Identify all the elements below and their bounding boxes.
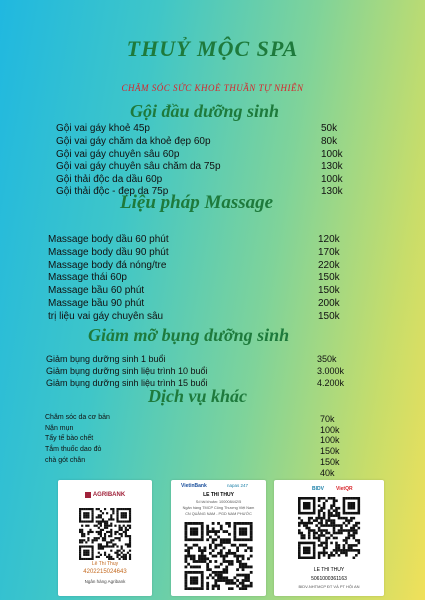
- bidv-logo-icon: BIDV: [312, 486, 324, 492]
- item-price: 120k: [318, 234, 340, 245]
- item-price: 70k: [320, 414, 335, 424]
- account-name: LE THI THUY: [313, 567, 345, 573]
- item-name: Giảm bụng dưỡng sinh liệu trình 10 buổi: [46, 366, 208, 376]
- payment-card-vietinbank: [171, 480, 266, 596]
- item-price: 3.000k: [317, 366, 345, 376]
- qr-code-bidv[interactable]: [294, 497, 364, 559]
- agribank-logo-icon: [85, 492, 91, 498]
- item-price: 220k: [318, 260, 340, 271]
- item-price: 170k: [318, 247, 340, 258]
- item-price: 100k: [321, 174, 343, 185]
- section-heading: Giảm mỡ bụng dưỡng sinh: [88, 325, 290, 345]
- item-name: Giảm bụng dưỡng sinh liệu trình 15 buổi: [46, 378, 208, 388]
- payment-card-agribank: [58, 480, 152, 596]
- page-subtitle: CHĂM SÓC SỨC KHOẺ THUẦN TỰ NHIÊN: [121, 83, 304, 93]
- item-price: 50k: [321, 123, 338, 134]
- bank-name: Ngân hàng Agribank: [84, 579, 126, 584]
- item-name: trị liệu vai gáy chuyên sâu: [48, 311, 164, 322]
- item-price: 100k: [320, 435, 340, 445]
- item-price: 4.200k: [317, 378, 345, 388]
- item-price: 80k: [321, 136, 338, 147]
- vietinbank-logo-icon: VietinBank: [181, 483, 207, 489]
- item-name: Massage bầu 90 phút: [48, 298, 145, 309]
- item-name: Tắm thuốc dao đỏ: [45, 446, 102, 453]
- item-price: 100k: [321, 149, 343, 160]
- account-number: 4202215024643: [83, 569, 127, 575]
- item-name: Massage body dầu 60 phút: [48, 234, 169, 245]
- item-name: Gội vai gáy khoẻ 45p: [56, 123, 150, 134]
- item-name: Chăm sóc da cơ bản: [45, 414, 110, 421]
- page-title: THUỶ MỘC SPA: [126, 36, 299, 61]
- item-price: 130k: [321, 161, 343, 172]
- bank-name: Ngân hàng TMCP Công Thương Việt Nam: [182, 506, 255, 510]
- item-name: Massage body đá nóng/tre: [48, 260, 167, 271]
- item-price: 150k: [318, 311, 340, 322]
- bank-name: BIDV-NHTMCP ĐT VÀ PT HỘI AN: [298, 584, 360, 589]
- item-name: Massage thái 60p: [48, 272, 127, 283]
- item-name: chà gót chân: [45, 457, 86, 464]
- item-price: 100k: [320, 425, 340, 435]
- section-heading: Liệu pháp Massage: [120, 192, 274, 213]
- item-name: Gội vai gáy chuyên sâu chăm da 75p: [56, 161, 221, 172]
- bank-branch: CN QUẢNG NAM - PGD NAM PHƯỚC: [185, 512, 252, 516]
- qr-code-vietinbank[interactable]: [181, 522, 256, 590]
- item-price: 150k: [320, 446, 340, 456]
- item-name: Gội thải độc da dầu 60p: [56, 174, 163, 185]
- account-name: Lê Thi Thuy: [91, 561, 119, 567]
- item-name: Gội vai gáy chăm da khoẻ đẹp 60p: [56, 136, 211, 147]
- item-name: Gội thải độc - đẹp da 75p: [56, 186, 169, 197]
- account-number: 5061000361163: [311, 576, 347, 582]
- section-heading: Dịch vụ khác: [148, 386, 247, 406]
- item-name: Massage body dầu 90 phút: [48, 247, 169, 258]
- account-number: Số tài khoản: 100008442/5: [195, 500, 242, 504]
- account-name: LE THI THUY: [203, 492, 234, 498]
- item-name: Gội vai gáy chuyên sâu 60p: [56, 149, 180, 160]
- item-price: 130k: [321, 186, 343, 197]
- vietqr-logo-icon: VietQR: [336, 486, 353, 492]
- bank-logo: AGRIBANK: [58, 492, 152, 499]
- item-price: 150k: [320, 457, 340, 467]
- item-price: 40k: [320, 468, 335, 478]
- item-price: 200k: [318, 298, 340, 309]
- item-name: Giảm bụng dưỡng sinh 1 buổi: [46, 354, 166, 364]
- napas-logo-icon: napas 247: [227, 483, 249, 488]
- qr-code-agribank[interactable]: [67, 508, 143, 560]
- item-name: Massage bầu 60 phút: [48, 285, 145, 296]
- item-name: Nặn mụn: [45, 425, 74, 432]
- payment-card-bidv: [274, 480, 384, 596]
- item-name: Tẩy tế bào chết: [45, 435, 94, 442]
- item-price: 150k: [318, 272, 340, 283]
- section-heading: Gội đầu dưỡng sinh: [130, 101, 279, 121]
- item-price: 350k: [317, 354, 337, 364]
- item-price: 150k: [318, 285, 340, 296]
